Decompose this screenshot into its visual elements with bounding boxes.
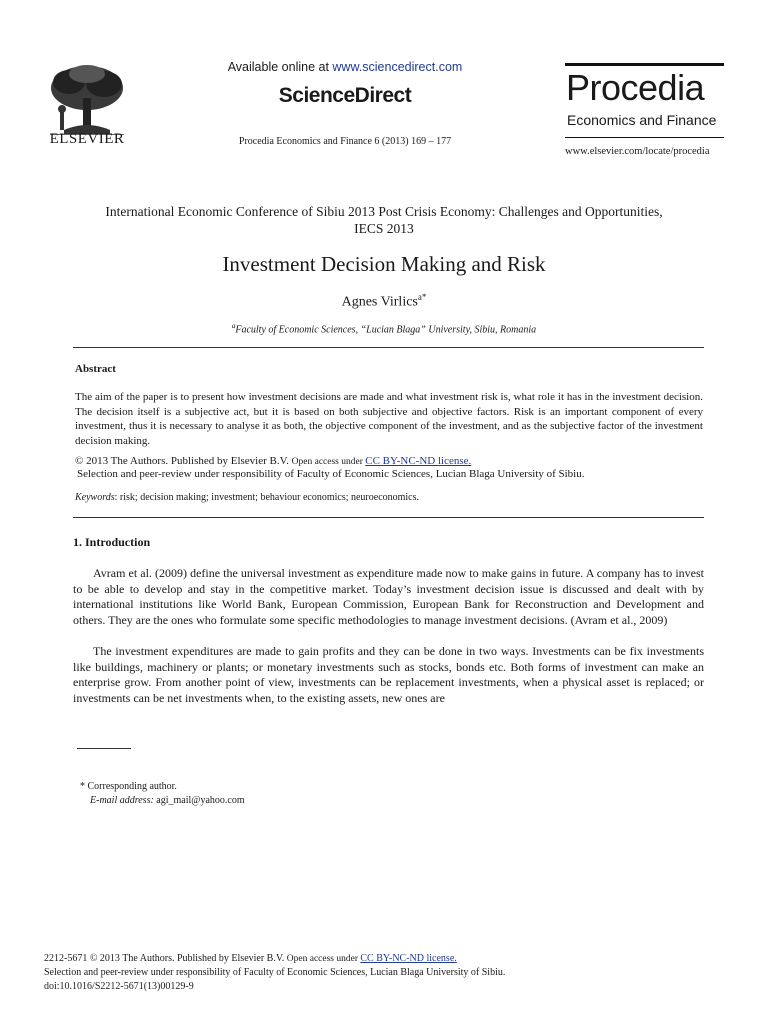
footer-license-link[interactable]: CC BY-NC-ND license. xyxy=(360,953,457,964)
abstract-top-rule xyxy=(73,347,704,348)
email-address[interactable]: agi_mail@yahoo.com xyxy=(153,795,245,806)
footnote-email xyxy=(90,795,245,806)
affiliation-mark: a xyxy=(231,322,236,330)
footer-peer-review: Selection and peer-review under responsibility of Faculty of Economic Sciences, Lucian Blaga University of Sibiu. xyxy=(44,967,506,978)
abstract-heading: Abstract xyxy=(75,363,116,375)
footer-issn-line xyxy=(44,953,457,964)
abstract-text: The aim of the paper is to present how investment decisions are made and what investment risk is, what role it has in the investment decision. The decision itself is a subjective act, but it is based on both subjective and objective factors. Risk is an important component of every investment, thus it is necessary to analyse it as both, the objective component of the investment, and as the subjective factor of the investment decision making. xyxy=(75,391,703,447)
intro-paragraph-2: The investment expenditures are made to gain profits and they can be done in two ways. Investments can be fix investments like buildings, machinery or plants; or monetary investments such as stocks, bonds etc. Both forms of investment can make an enterprise grow. From another point of view, investments can be replacement investments, when a physical asset is replaced; or investments can be net investments when, to the existing assets, new ones are xyxy=(73,644,704,705)
procedia-journal-subtitle: Economics and Finance xyxy=(567,112,717,128)
section-heading-introduction: 1. Introduction xyxy=(73,535,151,549)
sciencedirect-link[interactable]: www.sciencedirect.com xyxy=(332,60,463,74)
open-access-text: Open access under xyxy=(291,457,366,467)
license-link[interactable]: CC BY-NC-ND license. xyxy=(365,455,472,467)
journal-citation: Procedia Economics and Finance 6 (2013) 169 – 177 xyxy=(238,136,452,147)
footnote-corresponding-author: * Corresponding author. xyxy=(80,781,177,792)
keywords-list: : risk; decision making; investment; behaviour economics; neuroeconomics. xyxy=(114,492,420,503)
footer-open-access: Open access under xyxy=(286,954,361,964)
procedia-top-rule xyxy=(565,63,724,66)
footer-issn: 2212-5671 © 2013 The Authors. Published by Elsevier B.V. xyxy=(44,953,287,964)
keywords-label: Keywords xyxy=(75,492,115,503)
available-online-line xyxy=(200,60,490,74)
available-prefix: Available online at xyxy=(227,60,333,74)
footnote-rule xyxy=(77,748,131,749)
abstract-bottom-rule xyxy=(73,517,704,518)
elsevier-wordmark: ELSEVIER xyxy=(49,131,125,147)
affiliation-line xyxy=(60,322,708,335)
intro-paragraph-1: Avram et al. (2009) define the universal investment as expenditure made now to make gains in future. A company has to invest to be able to develop and stay in the competitive market. Today’s investment decision issue is discussed and dealt with by international institutions like World Bank, European Commission, European Bank for Reconstruction and Development and others. They are the ones who formulate some specific methodologies to manage investment decisions. (Avram et al., 2009) xyxy=(73,566,704,627)
affiliation-text: Faculty of Economic Sciences, “Lucian Blaga” University, Sibiu, Romania xyxy=(235,324,537,336)
procedia-bottom-rule xyxy=(565,137,724,138)
author-name: Agnes Virlics xyxy=(341,294,418,310)
peer-review-line: Selection and peer-review under responsibility of Faculty of Economic Sciences, Lucian Blaga University of Sibiu. xyxy=(77,468,585,480)
paper-title: Investment Decision Making and Risk xyxy=(222,252,546,276)
sciencedirect-logo: ScienceDirect xyxy=(278,84,412,107)
journal-url-link[interactable]: www.elsevier.com/locate/procedia xyxy=(565,146,710,157)
keywords-line xyxy=(75,492,703,503)
copyright-prefix: © 2013 The Authors. Published by Elsevier B.V. xyxy=(75,455,292,467)
email-label: E-mail address: xyxy=(90,795,154,806)
procedia-journal-title: Procedia xyxy=(566,67,705,108)
footer-doi: doi:10.1016/S2212-5671(13)00129-9 xyxy=(44,981,194,992)
author-marks: a* xyxy=(417,292,427,302)
conference-name: International Economic Conference of Sibiu 2013 Post Crisis Economy: Challenges and Opportunities, IECS 2013 xyxy=(105,204,663,236)
copyright-line xyxy=(75,454,703,469)
author-line xyxy=(60,292,708,311)
